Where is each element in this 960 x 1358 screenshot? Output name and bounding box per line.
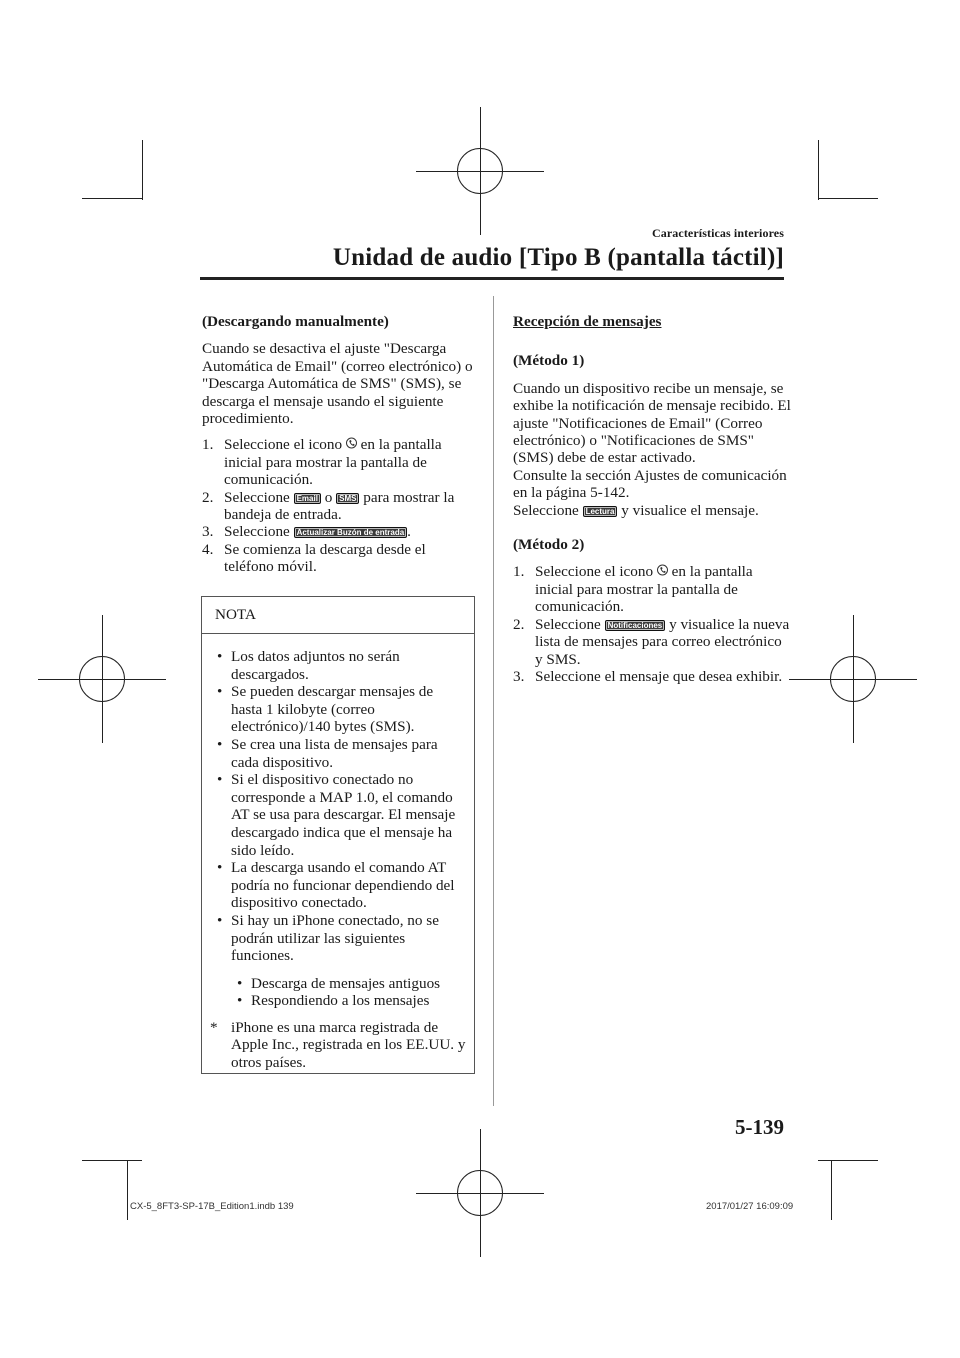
manual-download-heading: (Descargando manualmente) xyxy=(202,313,389,330)
method-1-heading: (Método 1) xyxy=(513,352,585,370)
note-subbullets xyxy=(210,975,466,1010)
list-item: • Los datos adjuntos no serán descargados. xyxy=(217,648,400,683)
crop-mark xyxy=(82,198,142,199)
registration-mark xyxy=(457,148,503,194)
crop-mark xyxy=(127,1160,128,1220)
intro-paragraph: Cuando se desactiva el ajuste "Descarga Automática de Email" (correo electrónico) o "Descarga Automática de SMS" (SMS), se descarga el mensaje usando el siguiente procedimiento. xyxy=(202,340,473,428)
manual-steps xyxy=(202,436,478,575)
method-1-action: Seleccione Lectura y visualice el mensaje. xyxy=(513,501,759,519)
list-item: • Descarga de mensajes antiguos xyxy=(237,974,441,992)
method-1-reference: Consulte la sección Ajustes de comunicación en la página 5-142. xyxy=(513,466,787,502)
step-item: 1. Seleccione el icono en la pantalla inicial para mostrar la pantalla de comunicación. xyxy=(202,436,442,489)
phone-icon xyxy=(346,436,357,448)
method-1-text: Cuando un dispositivo recibe un mensaje, se exhibe la notificación de mensaje recibido. El ajuste "Notificaciones de Email" (Correo electrónico) o "Notificaciones de SMS" (SMS) debe de estar activado. xyxy=(513,379,791,467)
list-item: • La descarga usando el comando AT podría no funcionar dependiendo del dispositivo conectado. xyxy=(217,859,455,912)
email-button[interactable]: Email xyxy=(294,493,321,504)
list-item: • Se pueden descargar mensajes de hasta 1 kilobyte (correo electrónico)/140 bytes (SMS). xyxy=(217,683,434,736)
column-divider xyxy=(493,296,494,1106)
crop-mark xyxy=(831,1160,832,1220)
read-button[interactable]: Lectura xyxy=(583,506,618,517)
note-box xyxy=(201,596,475,1074)
step-item: 2. Seleccione Email o SMS para mostrar la bandeja de entrada. xyxy=(202,488,455,524)
header-rule xyxy=(200,277,784,280)
list-item: • Se crea una lista de mensajes para cada dispositivo. xyxy=(217,735,438,771)
print-slug-file: CX-5_8FT3-SP-17B_Edition1.indb 139 xyxy=(130,1201,294,1212)
crop-mark xyxy=(82,1160,142,1161)
notifications-button[interactable]: Notificaciones xyxy=(605,620,666,631)
sms-button[interactable]: SMS xyxy=(336,493,359,504)
note-bullets xyxy=(210,648,466,965)
note-title: NOTA xyxy=(202,597,474,634)
crop-mark xyxy=(818,198,878,199)
list-item: • Si el dispositivo conectado no corresponde a MAP 1.0, el comando AT se usa para descargar. El mensaje descargado indica que el mensaje ha sido leído. xyxy=(217,771,456,859)
method-2-heading: (Método 2) xyxy=(513,536,585,554)
list-item: • Si hay un iPhone conectado, no se podrán utilizar las siguientes funciones. xyxy=(217,911,439,965)
registration-mark xyxy=(830,656,876,702)
update-inbox-button[interactable]: Actualizar Buzón de entrada xyxy=(294,527,408,538)
crop-mark xyxy=(818,1160,878,1161)
step-item: 2. Seleccione Notificaciones y visualice la nueva lista de mensajes para correo electrónico y SMS. xyxy=(513,615,790,668)
step-item: 4. Se comienza la descarga desde el teléfono móvil. xyxy=(202,540,426,576)
footnote: * iPhone es una marca registrada de Apple Inc., registrada en los EE.UU. y otros países. xyxy=(210,1018,466,1072)
method-2-steps xyxy=(513,563,791,685)
page-title: Unidad de audio [Tipo B (pantalla táctil)] xyxy=(332,244,784,271)
receiving-messages-heading: Recepción de mensajes xyxy=(513,313,662,330)
page-number: 5-139 xyxy=(735,1115,784,1139)
registration-mark xyxy=(457,1170,503,1216)
right-column xyxy=(513,313,791,685)
registration-mark xyxy=(79,656,125,702)
list-item: • Respondiendo a los mensajes xyxy=(237,992,430,1010)
crop-mark xyxy=(818,140,819,200)
print-slug-date: 2017/01/27 16:09:09 xyxy=(706,1201,794,1212)
phone-icon xyxy=(657,563,668,575)
step-item: 3. Seleccione Actualizar Buzón de entrada . xyxy=(202,523,411,541)
step-item: 3. Seleccione el mensaje que desea exhibir. xyxy=(513,667,783,685)
left-column xyxy=(202,313,478,576)
section-label: Características interiores xyxy=(652,226,784,240)
crop-mark xyxy=(142,140,143,200)
step-item: 1. Seleccione el icono en la pantalla inicial para mostrar la pantalla de comunicación. xyxy=(513,563,753,616)
